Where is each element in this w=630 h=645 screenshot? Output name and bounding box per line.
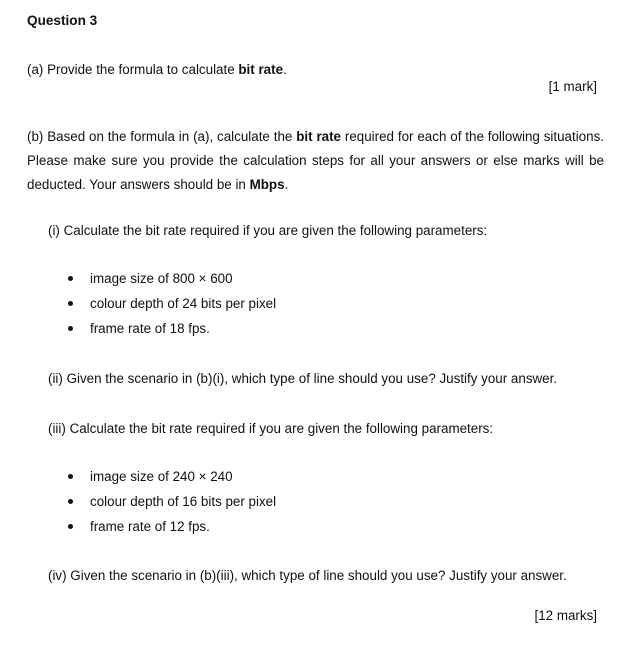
- part-a-bold: bit rate: [238, 62, 284, 77]
- list-item: [66, 519, 276, 544]
- bullet-icon: [68, 524, 73, 529]
- part-b-post: .: [284, 177, 289, 192]
- bullet-icon: [68, 326, 73, 331]
- bullet-text: image size of 800 × 600: [90, 271, 233, 286]
- part-b-mid: required for each of the following situations. Please make sure you provide the calculation steps for all your answers or else marks will be deducted. Your answers should be in: [27, 129, 605, 192]
- bullet-text: frame rate of 12 fps.: [90, 519, 210, 534]
- list-item: [66, 469, 276, 494]
- bullet-icon: [68, 276, 73, 281]
- bullet-text: colour depth of 24 bits per pixel: [90, 296, 277, 311]
- sub-question-iv: (iv) Given the scenario in (b)(iii), which type of line should you use? Justify your answer.: [48, 568, 567, 583]
- part-a-marks: [1 mark]: [548, 79, 597, 94]
- list-item: [66, 296, 276, 321]
- bullet-icon: [68, 474, 73, 479]
- sub-iii-bullet-list: [66, 469, 276, 544]
- part-a-text: [27, 62, 287, 77]
- part-b-bold-bitrate: bit rate: [296, 129, 342, 144]
- sub-question-ii: (ii) Given the scenario in (b)(i), which type of line should you use? Justify your answer.: [48, 371, 558, 386]
- question-title: Question 3: [27, 13, 98, 28]
- total-marks: [12 marks]: [534, 608, 597, 623]
- part-a-post: .: [283, 62, 287, 77]
- sub-i-bullet-list: [66, 271, 276, 346]
- sub-question-iii: (iii) Calculate the bit rate required if you are given the following parameters:: [48, 421, 494, 436]
- list-item: [66, 271, 276, 296]
- bullet-icon: [68, 301, 73, 306]
- part-a-pre: (a) Provide the formula to calculate: [27, 62, 239, 77]
- part-b-pre: (b) Based on the formula in (a), calculate the: [27, 129, 297, 144]
- bullet-icon: [68, 499, 73, 504]
- list-item: [66, 321, 276, 346]
- sub-question-i: (i) Calculate the bit rate required if you are given the following parameters:: [48, 223, 488, 238]
- part-b-text: [27, 125, 604, 197]
- list-item: [66, 494, 276, 519]
- bullet-text: image size of 240 × 240: [90, 469, 233, 484]
- part-b-bold-mbps: Mbps: [249, 177, 285, 192]
- bullet-text: colour depth of 16 bits per pixel: [90, 494, 277, 509]
- bullet-text: frame rate of 18 fps.: [90, 321, 210, 336]
